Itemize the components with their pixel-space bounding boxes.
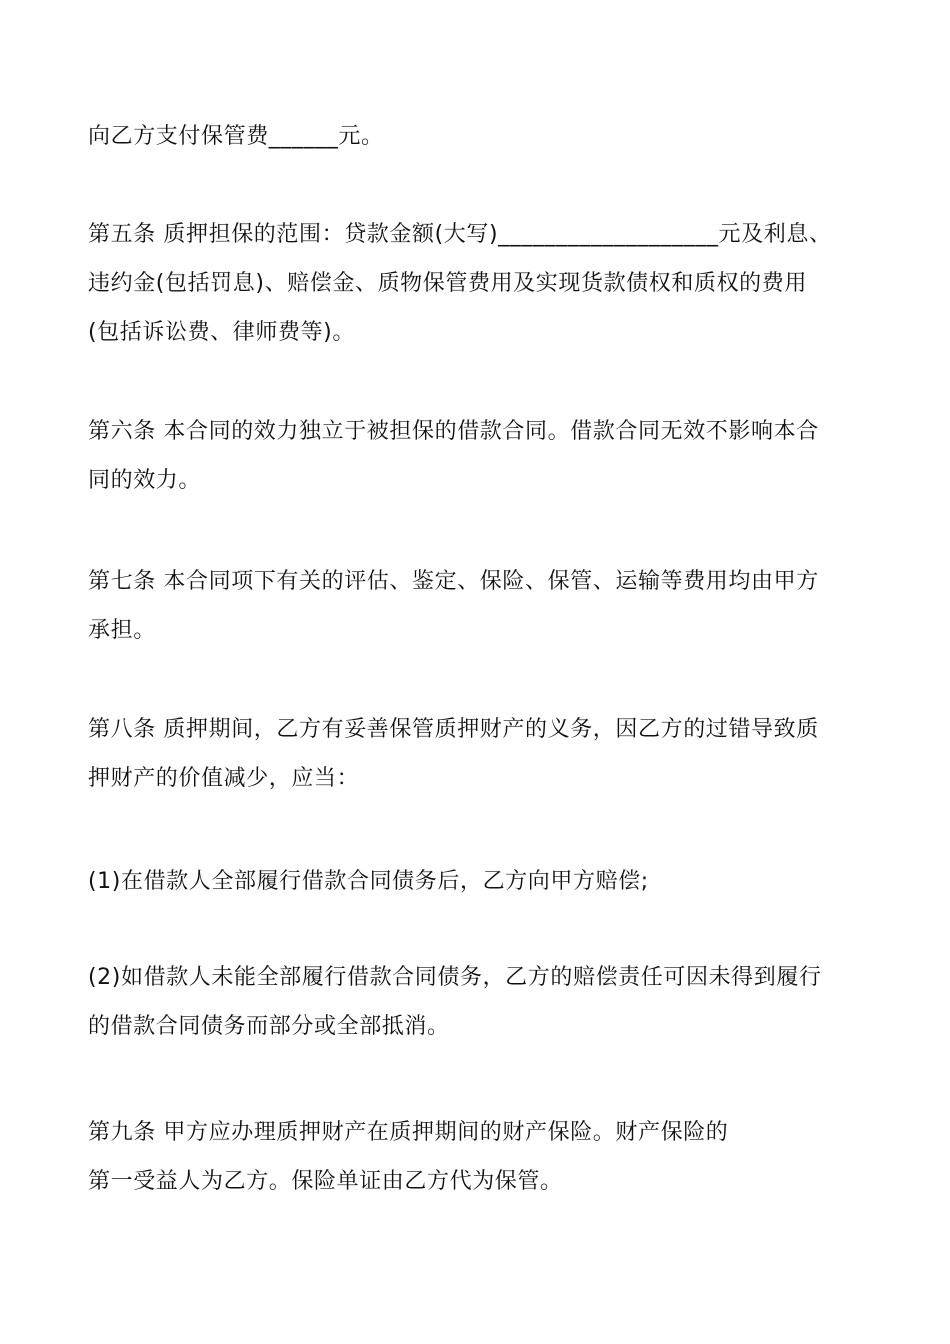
paragraph-storage-fee [88, 112, 878, 161]
text-line: 违约金(包括罚息)、赔偿金、质物保管费用及实现货款债权和质权的费用 [88, 271, 807, 296]
text-line: 第八条 质押期间，乙方有妥善保管质押财产的义务，因乙方的过错导致质 [88, 717, 819, 742]
text-line: (包括诉讼费、律师费等)。 [88, 320, 355, 345]
paragraph-article-6 [88, 407, 878, 505]
text-line: 第七条 本合同项下有关的评估、鉴定、保险、保管、运输等费用均由甲方 [88, 569, 819, 594]
paragraph-item-1 [88, 857, 878, 906]
text-line: 第九条 甲方应办理质押财产在质押期间的财产保险。财产保险的 [88, 1120, 729, 1145]
text-line: 同的效力。 [88, 468, 202, 493]
paragraph-item-2 [88, 953, 878, 1051]
text-line: 承担。 [88, 618, 156, 643]
text-line: 第一受益人为乙方。保险单证由乙方代为保管。 [88, 1169, 563, 1194]
text-line: (1)在借款人全部履行借款合同债务后，乙方向甲方赔偿; [88, 869, 649, 894]
text-line: 第六条 本合同的效力独立于被担保的借款合同。借款合同无效不影响本合 [88, 419, 819, 444]
text-line: 第五条 质押担保的范围：贷款金额(大写)___________________元及利息、 [88, 222, 832, 247]
text-line: 向乙方支付保管费______元。 [88, 124, 384, 149]
paragraph-article-7 [88, 557, 878, 655]
text-line: 押财产的价值减少，应当： [88, 766, 360, 791]
paragraph-article-9 [88, 1108, 878, 1206]
text-line: (2)如借款人未能全部履行借款合同债务，乙方的赔偿责任可因未得到履行 [88, 965, 822, 990]
paragraph-article-5 [88, 210, 878, 357]
paragraph-article-8 [88, 705, 878, 803]
text-line: 的借款合同债务而部分或全部抵消。 [88, 1014, 450, 1039]
